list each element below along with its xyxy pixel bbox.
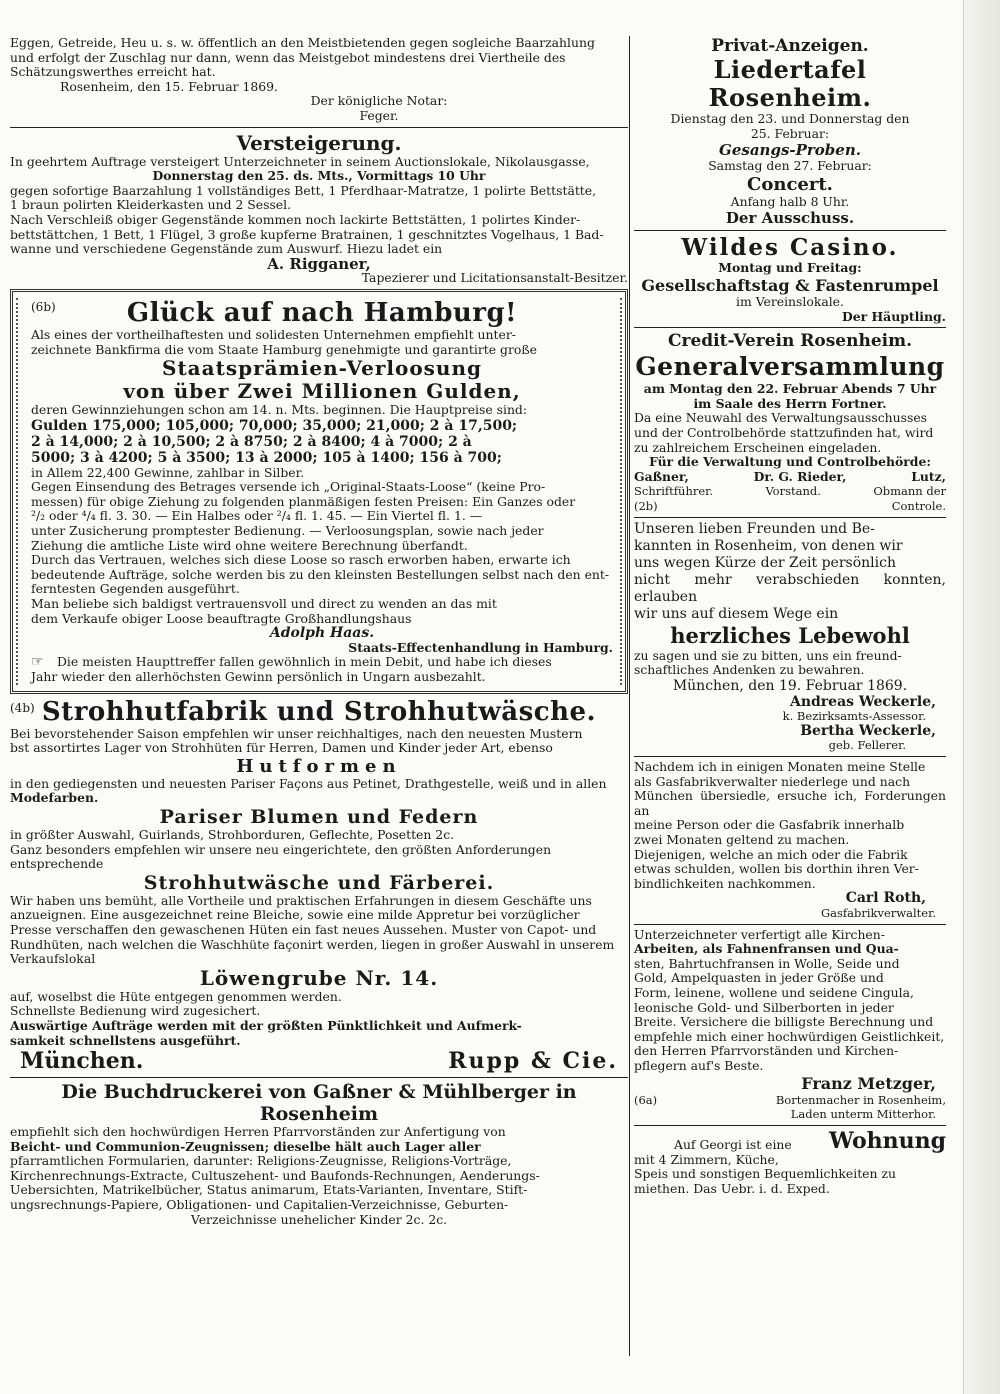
signature-role: Gasfabrikverwalter. bbox=[820, 906, 936, 920]
text-line: ferntesten Gegenden ausgeführt. bbox=[31, 581, 240, 597]
roth-notice bbox=[634, 760, 946, 921]
headline-row bbox=[634, 1129, 946, 1153]
metzger-ad bbox=[634, 928, 946, 1122]
ad-title: Glück auf nach Hamburg! bbox=[126, 297, 518, 328]
text-line: bindlichkeiten nachkommen. bbox=[634, 875, 816, 891]
text-line: zwei Monaten geltend zu machen. bbox=[634, 832, 850, 848]
prize-line: 2 à 14,000; 2 à 10,500; 2 à 8750; 2 à 8400; 4 à 7000; 2 à bbox=[31, 433, 472, 450]
ad-subtitle: Staatsprämien-Verloosung bbox=[162, 356, 482, 381]
text-line: gegen sofortige Baarzahlung 1 vollständiges Bett, 1 Pferdhaar-Matratze, 1 polirte Bettstätte, bbox=[10, 182, 597, 198]
text-line: zeichnete Bankfirma die vom Staate Hamburg genehmigte und garantirte große bbox=[31, 341, 537, 357]
text-line: ²/₂ oder ⁴/₄ fl. 3. 30. — Ein Halbes oder ²/₄ fl. 1. 45. — Ein Viertel fl. 1. — bbox=[31, 508, 483, 524]
text-line: Auswärtige Aufträge werden mit der größten Pünktlichkeit und Aufmerk- bbox=[10, 1017, 522, 1033]
rule bbox=[634, 756, 946, 757]
hamburg-lottery-ad bbox=[10, 289, 628, 694]
text-line: Presse verschaffen den gewaschenen Hüten ein fast neues Aussehen. Muster von Capot- und bbox=[10, 921, 597, 937]
buchdruckerei-ad bbox=[10, 1081, 628, 1227]
text-line: Ziehung die amtliche Liste wird ohne weitere Berechnung überfandt. bbox=[31, 537, 468, 553]
signature-row bbox=[10, 1048, 628, 1074]
text-line: Eggen, Getreide, Heu u. s. w. öffentlich an den Meistbietenden gegen sogleiche Baarzahlung bbox=[10, 35, 595, 50]
text-line: Durch das Vertrauen, welches sich diese Loose so rasch erworben haben, erwarte ich bbox=[31, 552, 571, 568]
signature-role: Obmann der bbox=[873, 484, 946, 499]
signature-role: Schriftführer. bbox=[634, 484, 714, 499]
text-line: Schnellste Bedienung wird zugesichert. bbox=[10, 1003, 261, 1019]
column-divider bbox=[629, 36, 630, 1356]
credit-verein-ad bbox=[634, 331, 946, 513]
signature-role: k. Bezirksamts-Assessor. bbox=[782, 709, 926, 724]
text-line: Speis und sonstigen Bequemlichkeiten zu bbox=[634, 1166, 896, 1182]
text-line: Rundhüten, nach welchen die Waschhüte façonirt werden, liegen in großer Auswahl in unserem bbox=[10, 936, 615, 952]
signature-name: Dr. G. Rieder, bbox=[753, 468, 847, 484]
text-line: Kirchenrechnungs-Extracte, Cultuszehent- und Baufonds-Rechnungen, Aenderungs- bbox=[10, 1167, 540, 1183]
text-line: bedeutende Aufträge, solche werden bis zu den kleinsten Bestellungen selbst nach den ent- bbox=[31, 566, 610, 582]
ad-tag: (4b) bbox=[10, 700, 35, 715]
text-line: nicht mehr verabschieden konnten, erlauben bbox=[634, 571, 946, 605]
text-line: mit 4 Zimmern, Küche, bbox=[634, 1151, 779, 1167]
signature-row bbox=[634, 470, 946, 485]
text-line: entsprechende bbox=[10, 856, 104, 872]
text-line: Gesellschaftstag & Fastenrumpel bbox=[641, 275, 939, 295]
notary-name: Feger. bbox=[359, 107, 399, 123]
left-column bbox=[10, 36, 628, 1227]
text-line: zu sagen und sie zu bitten, uns ein freund- bbox=[634, 647, 902, 663]
ad-tag: (2b) bbox=[634, 498, 658, 513]
signature-name: Lutz, bbox=[911, 468, 946, 484]
text-line: Man beliebe sich baldigst vertrauensvoll und direct zu wenden an das mit bbox=[31, 596, 497, 612]
text-line: Montag und Freitag: bbox=[718, 260, 862, 276]
prize-line: Gulden 175,000; 105,000; 70,000; 35,000; 21,000; 2 à 17,500; bbox=[31, 417, 518, 434]
signature-role: Tapezierer und Licitationsanstalt-Besitzer. bbox=[361, 270, 628, 286]
section-title: Privat-Anzeigen. bbox=[711, 36, 869, 56]
text-line: meine Person oder die Gasfabrik innerhalb bbox=[634, 817, 905, 833]
text-line: empfiehlt sich den hochwürdigen Herren Pfarrvorständen zur Anfertigung von bbox=[10, 1124, 506, 1140]
text-line: in den gediegensten und neuesten Pariser Façons aus Petinet, Drathgestelle, weiß und in allen bbox=[10, 775, 607, 791]
rule bbox=[634, 517, 946, 518]
text-line: anzueignen. Eine ausgezeichnet reine Bleiche, sowie eine milde Appretur bei vorzüglicher bbox=[10, 907, 580, 923]
text-line: Bei bevorstehender Saison empfehlen wir unser reichhaltiges, nach den neuesten Mustern bbox=[10, 725, 583, 741]
signature-role: geb. Fellerer. bbox=[828, 738, 906, 753]
notice-title: Versteigerung. bbox=[236, 130, 402, 155]
versteigerung-notice bbox=[10, 131, 628, 286]
auction-notice bbox=[10, 36, 628, 124]
ad-title: Wildes Casino. bbox=[681, 234, 899, 262]
text-line: Form, leinene, wollene und seidene Cingula, bbox=[634, 984, 914, 1000]
text-line: und der Controlbehörde stattzufinden hat, wird bbox=[634, 424, 934, 440]
ad-title: Die Buchdruckerei von Gaßner & Mühlberger in Rosenheim bbox=[61, 1081, 577, 1126]
text-line: Als eines der vortheilhaftesten und solidesten Unternehmen empfiehlt unter- bbox=[31, 326, 516, 342]
ad-title: Strohhutfabrik und Strohhutwäsche. bbox=[41, 696, 597, 727]
text-line: in Allem 22,400 Gewinne, zahlbar in Silber. bbox=[31, 464, 305, 480]
text-line: Beicht- und Communion-Zeugnissen; dieselbe hält auch Lager aller bbox=[10, 1138, 481, 1154]
text-line: Dienstag den 23. und Donnerstag den bbox=[670, 111, 910, 126]
text-line: München übersiedle, ersuche ich, Forderungen an bbox=[634, 788, 946, 818]
section-heading: Strohhutwäsche und Färberei. bbox=[143, 871, 495, 894]
rule bbox=[634, 230, 946, 231]
rule bbox=[634, 1125, 946, 1126]
notice-date: Rosenheim, den 15. Februar 1869. bbox=[60, 78, 278, 94]
signature-name: Bertha Weckerle, bbox=[800, 722, 936, 739]
text-line: Arbeiten, als Fahnenfransen und Qua- bbox=[634, 941, 899, 957]
rule bbox=[634, 327, 946, 328]
text-line: wir uns auf diesem Wege ein bbox=[634, 605, 839, 622]
text-line: empfehle mich einer hochwürdigen Geistlichkeit, bbox=[634, 1028, 945, 1044]
ad-firm: Rupp & Cie. bbox=[448, 1048, 618, 1075]
rule bbox=[10, 1077, 628, 1078]
text-line: Schätzungswerthes erreicht hat. bbox=[10, 64, 216, 80]
text-line: Jahr wieder den allerhöchsten Gewinn persönlich in Ungarn ausbezahlt. bbox=[31, 669, 486, 684]
text-line: Unterzeichneter verfertigt alle Kirchen- bbox=[634, 926, 885, 942]
section-heading: Löwengrube Nr. 14. bbox=[199, 965, 439, 990]
text-line: Unseren lieben Freunden und Be- bbox=[634, 520, 875, 537]
text-line: Für die Verwaltung und Controlbehörde: bbox=[649, 454, 931, 470]
text-line: samkeit schnellstens ausgeführt. bbox=[10, 1032, 241, 1048]
text-line: Auf Georgi ist eine bbox=[674, 1137, 792, 1153]
event-name: Concert. bbox=[747, 173, 833, 195]
signature-name: Franz Metzger, bbox=[801, 1073, 936, 1093]
wohnung-ad bbox=[634, 1129, 946, 1197]
text-line: pfarramtlichen Formularien, darunter: Religions-Zeugnisse, Religions-Vorträge, bbox=[10, 1153, 512, 1169]
signature-role: Controle. bbox=[891, 498, 946, 513]
text-line: Breite. Versichere die billigste Berechnung und bbox=[634, 1014, 934, 1030]
text-line: Nachdem ich in einigen Monaten meine Stelle bbox=[634, 759, 926, 775]
text-line: uns wegen Kürze der Zeit persönlich bbox=[634, 554, 896, 571]
text-line: In geehrtem Auftrage versteigert Unterzeichneter in seinem Auctionslokale, Nikolausgasse, bbox=[10, 153, 590, 169]
text-line: deren Gewinnziehungen schon am 14. n. Mts. beginnen. Die Hauptpreise sind: bbox=[31, 402, 528, 418]
text-line: unter Zusicherung promptester Bedienung. — Verloosungsplan, sowie nach jeder bbox=[31, 523, 544, 539]
text-line: miethen. Das Uebr. i. d. Exped. bbox=[634, 1180, 830, 1196]
signature-role: Bortenmacher in Rosenheim, bbox=[775, 1092, 946, 1107]
text-line: Diejenigen, welche an mich oder die Fabrik bbox=[634, 846, 908, 862]
text-line: Gold, Ampelquasten in jeder Größe und bbox=[634, 970, 884, 986]
signature-row bbox=[634, 1093, 946, 1108]
text-line: etwas schulden, wollen bis dorthin ihren Ver- bbox=[634, 861, 919, 877]
text-line: wanne und verschiedene Gegenstände zum Auswurf. Hiezu ladet ein bbox=[10, 241, 443, 257]
rule bbox=[10, 127, 628, 128]
text-line: sten, Bahrtuchfransen in Wolle, Seide und bbox=[634, 955, 900, 971]
text-line: Samstag den 27. Februar: bbox=[708, 158, 872, 174]
text-line: bettstättchen, 1 Bett, 1 Flügel, 3 große kupferne Bratrainen, 1 geschnitztes Vogelhaus, 1 Bad- bbox=[10, 226, 604, 242]
text-line: in größter Auswahl, Guirlands, Strohborduren, Geflechte, Posetten 2c. bbox=[10, 826, 455, 842]
text-span: Die meisten Haupttreffer fallen gewöhnlich in mein Debit, und habe ich dieses bbox=[57, 654, 552, 670]
text-line: im Vereinslokale. bbox=[736, 293, 844, 309]
text-line: dem Verkaufe obiger Loose beauftragte Großhandlungshaus bbox=[31, 610, 412, 626]
liedertafel-ad bbox=[634, 36, 946, 227]
text-line: Verzeichnisse unehelicher Kinder 2c. 2c. bbox=[190, 1211, 448, 1227]
text-line: Uebersichten, Matrikelbücher, Status animarum, Etats-Varianten, Inventare, Stift- bbox=[10, 1182, 528, 1198]
right-column bbox=[634, 36, 946, 1197]
signature-row bbox=[634, 499, 946, 514]
ad-tag: (6b) bbox=[31, 299, 56, 314]
notice-date: München, den 19. Februar 1869. bbox=[672, 677, 908, 694]
casino-ad bbox=[634, 234, 946, 324]
text-line: am Montag den 22. Februar Abends 7 Uhr bbox=[643, 381, 937, 397]
text-line: Ganz besonders empfehlen wir unsere neu eingerichtete, den größten Anforderungen bbox=[10, 841, 552, 857]
ad-title: Liedertafel Rosenheim. bbox=[708, 55, 872, 112]
signature-role: Laden unterm Mitterhor. bbox=[790, 1107, 936, 1122]
ad-tag: (6a) bbox=[634, 1092, 658, 1107]
text-line: Anfang halb 8 Uhr. bbox=[730, 193, 850, 209]
text-line: Verkaufslokal bbox=[10, 951, 96, 967]
pointing-hand-icon: ☞ bbox=[31, 654, 44, 671]
text-line: Modefarben. bbox=[10, 790, 99, 806]
signature-name: Gaßner, bbox=[634, 468, 689, 484]
signature-name: Carl Roth, bbox=[845, 890, 926, 907]
signature-name: Der Häuptling. bbox=[841, 308, 946, 324]
ad-city: München. bbox=[20, 1048, 144, 1075]
text-line: pflegern auf's Beste. bbox=[634, 1057, 764, 1073]
text-line: Nach Verschleiß obiger Gegenstände kommen noch lackirte Bettstätten, 1 polirtes Kinder- bbox=[10, 211, 581, 227]
signature-role: Vorstand. bbox=[765, 484, 821, 499]
lebewohl-ad bbox=[634, 521, 946, 754]
text-line: im Saale des Herrn Fortner. bbox=[693, 395, 887, 411]
section-heading: Hutformen bbox=[236, 755, 402, 777]
section-heading: Pariser Blumen und Federn bbox=[159, 805, 479, 828]
text-line bbox=[31, 655, 613, 670]
signature-name: A. Rigganer, bbox=[267, 254, 371, 273]
page-edge bbox=[963, 0, 1000, 1394]
signature-name: Der Ausschuss. bbox=[725, 209, 855, 228]
strohhut-ad bbox=[10, 697, 628, 1075]
ad-subtitle: herzliches Lebewohl bbox=[670, 622, 910, 648]
signature-row bbox=[634, 484, 946, 499]
text-line: zu zahlreichem Erscheinen eingeladen. bbox=[634, 439, 882, 455]
text-line: 25. Februar: bbox=[750, 125, 830, 141]
prize-line: 5000; 3 à 4200; 5 à 3500; 13 à 2000; 105 à 1400; 156 à 700; bbox=[31, 449, 502, 466]
text-line: den Herren Pfarrvorständen und Kirchen- bbox=[634, 1043, 899, 1059]
text-line: leonische Gold- und Silberborten in jeder bbox=[634, 999, 894, 1015]
ad-subtitle: von über Zwei Millionen Gulden, bbox=[123, 379, 521, 404]
signature-name: Andreas Weckerle, bbox=[789, 693, 936, 710]
ad-title: Credit-Verein Rosenheim. bbox=[667, 331, 913, 352]
text-line: 1 braun polirten Kleiderkasten und 2 Sessel. bbox=[10, 197, 292, 213]
text-line: schaftliches Andenken zu bewahren. bbox=[634, 662, 865, 678]
text-line: bst assortirtes Lager von Strohhüten für Herren, Damen und Kinder jeder Art, ebenso bbox=[10, 740, 553, 756]
ad-title: Wohnung bbox=[829, 1127, 946, 1154]
notary-role: Der königliche Notar: bbox=[310, 93, 448, 109]
text-line: Donnerstag den 25. ds. Mts., Vormittags 10 Uhr bbox=[152, 168, 486, 184]
text-line: messen) für obige Ziehung zu folgenden planmäßigen festen Preisen: Ein Ganzes oder bbox=[31, 493, 576, 509]
text-line: Gegen Einsendung des Betrages versende ich „Original-Staats-Loose“ (keine Pro- bbox=[31, 479, 546, 495]
signature-name: Adolph Haas. bbox=[269, 625, 375, 642]
text-line: auf, woselbst die Hüte entgegen genommen werden. bbox=[10, 988, 342, 1004]
text-line: und erfolgt der Zuschlag nur dann, wenn das Meistgebot mindestens drei Viertheile des bbox=[10, 49, 566, 65]
text-line: Da eine Neuwahl des Verwaltungsausschusses bbox=[634, 410, 928, 426]
rule bbox=[634, 924, 946, 925]
ad-subtitle: Generalversammlung bbox=[635, 352, 945, 382]
text-line: ungsrechnungs-Papiere, Obligationen- und Capitalien-Verzeichnisse, Geburten- bbox=[10, 1197, 509, 1213]
text-line: kannten in Rosenheim, von denen wir bbox=[634, 537, 903, 554]
signature-firm: Staats-Effectenhandlung in Hamburg. bbox=[348, 639, 613, 655]
event-name: Gesangs-Proben. bbox=[719, 141, 861, 160]
text-line: Wir haben uns bemüht, alle Vortheile und praktischen Erfahrungen in diesem Geschäfte uns bbox=[10, 892, 592, 908]
text-line: als Gasfabrikverwalter niederlege und nach bbox=[634, 773, 911, 789]
